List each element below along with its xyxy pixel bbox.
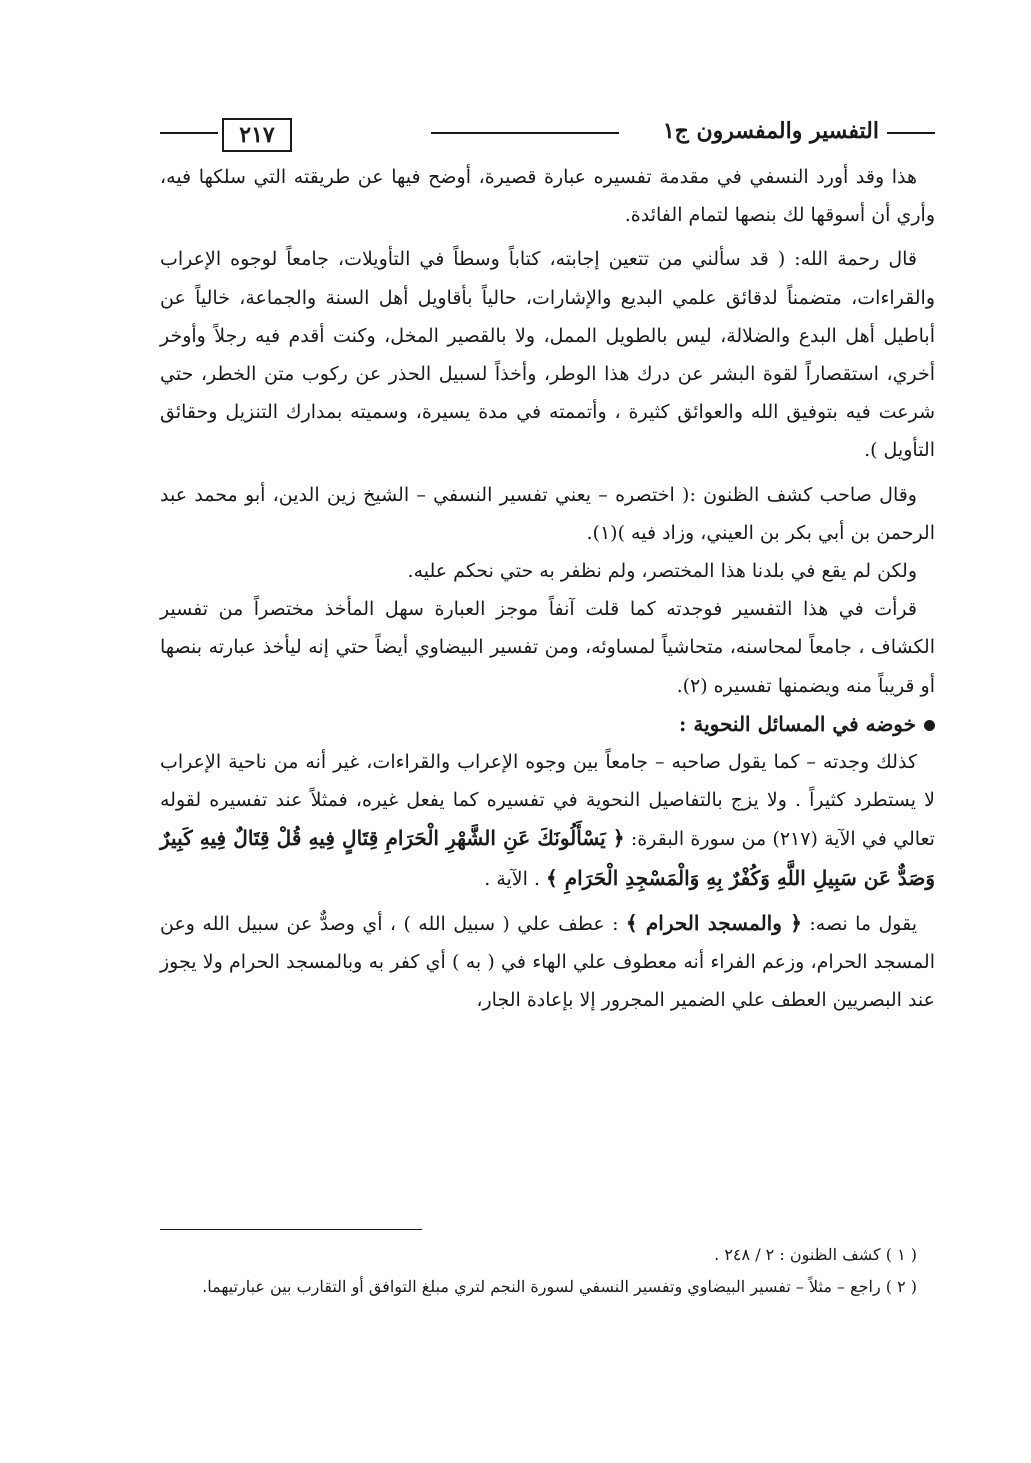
- quran-verse: ﴿ يَسْأَلُونَكَ عَنِ الشَّهْرِ الْحَرَامِ قِتَالٍ فِيهِ قُلْ قِتَالٌ فِيهِ كَبِيرٌ وَصَدٌّ عَن سَبِيلِ اللَّهِ وَكُفْرٌ بِهِ وَالْمَسْجِدِ الْحَرَامِ ﴾: [160, 826, 935, 890]
- header-rule-middle: [431, 132, 619, 134]
- explanation-lead: يقول ما نصه:: [801, 912, 917, 935]
- verse-suffix: . الآية .: [484, 867, 547, 890]
- explanation-quote: ﴿ والمسجد الحرام ﴾: [625, 910, 802, 935]
- header-rule-right: [887, 132, 935, 134]
- paragraph-grammar: [160, 743, 935, 898]
- footnote-separator: [160, 1229, 422, 1230]
- paragraph-quote-nasafi: قال رحمة الله: ( قد سألني من تتعين إجابته، كتاباً وسطاً في التأويلات، جامعاً لوجوه الإعراب والقراءات، متضمناً لدقائق علمي البديع والإشارات، حالياً بأقاويل أهل السنة والجماعة، خالياً عن أباطيل أهل البدع والضلالة، ليس بالطويل الممل، ولا بالقصير المخل، وكنت أقدم فيه رجلاً وأوخر أخري، استقصاراً لقوة البشر عن درك هذا الوطر، وأخذاً لسبيل الحذر عن ركوب متن الخطر، حتي شرعت فيه بتوفيق الله والعوائق كثيرة ، وأتممته في مدة يسيرة، وسميته بمدارك التنزيل وحقائق التأويل ).: [160, 248, 935, 462]
- paragraph-assessment: قرأت في هذا التفسير فوجدته كما قلت آنفاً موجز العبارة سهل المأخذ مختصراً من تفسير الكشاف ، جامعاً لمحاسنه، متحاشياً لمساوئه، ومن تفسير البيضاوي أيضاً حتي إنه ليأخذ عبارته بنصها أو قريباً منه ويضمنها تفسيره (٢).: [160, 598, 935, 697]
- body-text: [160, 158, 935, 1019]
- paragraph-explanation: [160, 904, 935, 1020]
- footnote-2: ( ٢ ) راجع – مثلاً – تفسير البيضاوي وتفسير النسفي لسورة النجم لتري مبلغ التوافق أو التقارب بين عبارتيهما.: [202, 1277, 917, 1296]
- grammar-intro-text: كذلك وجدته – كما يقول صاحبه – جامعاً بين وجوه الإعراب والقراءات، غير أنه من ناحية الإعراب لا يستطرد كثيراً . ولا يزج بالتفاصيل النحوية في تفسيره كما يفعل غيره، فمثلاً عند تفسيره لقوله تعالي في الآية (٢١٧) من سورة البقرة:: [160, 751, 935, 851]
- page-header: [160, 118, 935, 158]
- footnotes: [160, 1242, 935, 1306]
- running-title: التفسير والمفسرون ج١: [662, 118, 879, 144]
- section-heading: [160, 705, 935, 743]
- paragraph-intro: هذا وقد أورد النسفي في مقدمة تفسيره عبارة قصيرة، أوضح فيها عن طريقته التي سلكها فيه، وأري أن أسوقها لك بنصها لتمام الفائدة.: [160, 166, 935, 227]
- footnote-1: ( ١ ) كشف الظنون : ٢ / ٢٤٨ .: [714, 1245, 917, 1264]
- paragraph-not-found: ولكن لم يقع في بلدنا هذا المختصر، ولم نظفر به حتي نحكم عليه.: [407, 560, 917, 583]
- header-rule-left: [160, 132, 218, 134]
- paragraph-kashf-zunun: وقال صاحب كشف الظنون :( اختصره – يعني تفسير النسفي – الشيخ زين الدين، أبو محمد عبد الرحمن بن أبي بكر بن العيني، وزاد فيه )(١).: [160, 483, 935, 544]
- section-heading-text: خوضه في المسائل النحوية :: [679, 711, 916, 736]
- book-page: [160, 118, 935, 1296]
- page-number: ٢١٧: [222, 118, 292, 152]
- bullet-icon: [924, 720, 935, 731]
- explanation-rest: : عطف علي ( سبيل الله ) ، أي وصدٌّ عن سبيل الله وعن المسجد الحرام، وزعم الفراء أنه معطوف علي الهاء في ( به ) أي كفر به وبالمسجد الحرام ولا يجوز عند البصريين العطف علي الضمير المجرور إلا بإعادة الجار،: [160, 912, 935, 1012]
